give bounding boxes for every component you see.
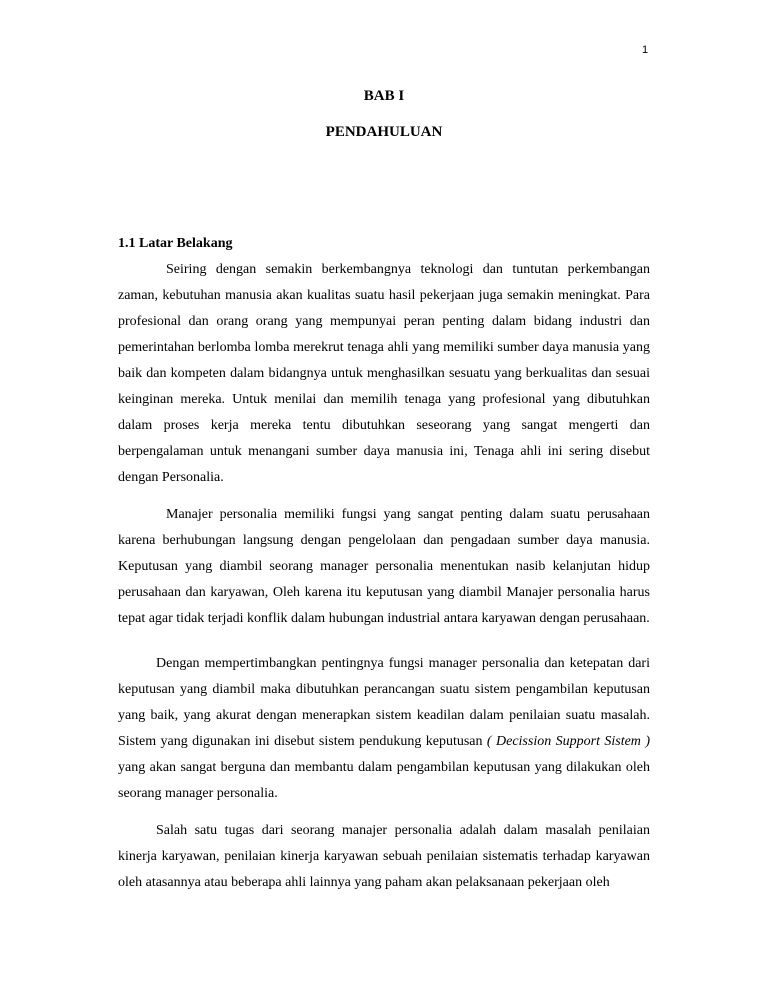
chapter-title: PENDAHULUAN	[325, 124, 443, 140]
paragraph-3-text-after: yang akan sangat berguna dan membantu dalam pengambilan keputusan yang dilakukan oleh seorang manager personalia.	[118, 760, 650, 801]
paragraph-1: Seiring dengan semakin berkembangnya teknologi dan tuntutan perkembangan zaman, kebutuhan manusia akan kualitas suatu hasil pekerjaan juga semakin meningkat. Para profesional dan orang orang yang mempunyai peran penting dalam bidang industri dan pemerintahan berlomba lomba merekrut tenaga ahli yang memiliki sumber daya manusia yang baik dan kompeten dalam bidangnya untuk menghasilkan sesuatu yang berkualitas dan sesuai keinginan mereka. Untuk menilai dan memilih tenaga yang profesional yang dibutuhkan dalam proses kerja mereka tentu dibutuhkan seseorang yang sangat mengerti dan berpengalaman untuk menangani sumber daya manusia ini, Tenaga ahli ini sering disebut dengan Personalia.	[118, 262, 650, 485]
paragraph-3	[118, 651, 650, 807]
page-number: 1	[642, 44, 649, 56]
paragraph-3-text-before: Dengan mempertimbangkan pentingnya fungsi manager personalia dan ketepatan dari keputusan yang diambil maka dibutuhkan perancangan suatu sistem pengambilan keputusan yang baik, yang akurat dengan menerapkan sistem keadilan dalam penilaian suatu masalah. Sistem yang digunakan ini disebut sistem pendukung keputusan	[118, 656, 650, 749]
paragraph-2: Manajer personalia memiliki fungsi yang sangat penting dalam suatu perusahaan karena berhubungan langsung dengan pengelolaan dan pengadaan sumber daya manusia. Keputusan yang diambil seorang manager personalia menentukan nasib kelanjutan hidup perusahaan dan karyawan, Oleh karena itu keputusan yang diambil Manajer personalia harus tepat agar tidak terjadi konflik dalam hubungan industrial antara karyawan dengan perusahaan.	[118, 507, 650, 626]
paragraph-3-italic-term: ( Decission Support Sistem )	[486, 734, 650, 749]
paragraph-4: Salah satu tugas dari seorang manajer personalia adalah dalam masalah penilaian kinerja karyawan, penilaian kinerja karyawan sebuah penilaian sistematis terhadap karyawan oleh atasannya atau beberapa ahli lainnya yang paham akan pelaksanaan pekerjaan oleh	[118, 823, 650, 890]
chapter-number: BAB I	[363, 88, 405, 104]
section-heading: 1.1 Latar Belakang	[118, 236, 233, 251]
